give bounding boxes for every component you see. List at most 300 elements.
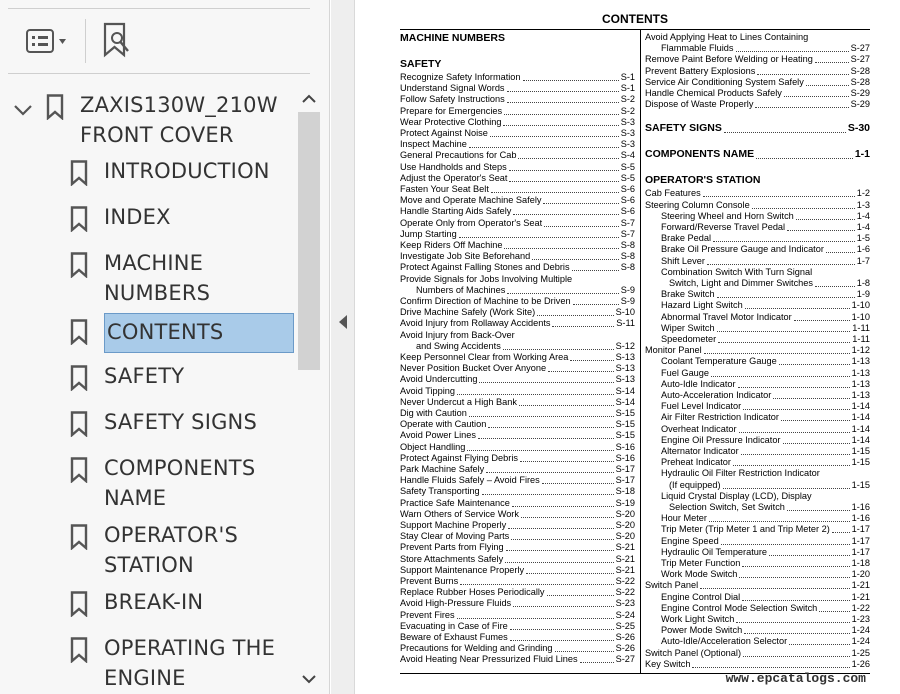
toc-entry[interactable]: [400, 442, 635, 453]
toc-entry[interactable]: [645, 480, 870, 491]
document-page: [356, 0, 900, 694]
toc-entry-title: Engine Control Dial: [661, 591, 741, 602]
toc-entry[interactable]: [400, 162, 635, 173]
toc-entry-title: Avoid Applying Heat to Lines Containing: [645, 32, 809, 42]
toc-page-number: S-24: [615, 609, 635, 620]
toc-entry-title: Combination Switch With Turn Signal: [661, 266, 813, 277]
toc-entry[interactable]: [400, 464, 635, 475]
toc-entry[interactable]: [645, 659, 870, 670]
toc-entry[interactable]: [645, 558, 870, 569]
toc-entry[interactable]: [400, 408, 635, 419]
toc-entry-title: Hour Meter: [661, 513, 707, 524]
bookmark-item[interactable]: [0, 248, 296, 312]
toc-entry-title: Flammable Fluids: [661, 43, 734, 54]
toc-entry[interactable]: [400, 453, 635, 464]
toc-leader-dots: [736, 622, 849, 623]
toc-entry[interactable]: [645, 278, 870, 289]
toc-leader-dots: [815, 286, 855, 287]
toc-entry[interactable]: [645, 345, 870, 356]
toc-leader-dots: [787, 510, 850, 511]
toc-entry-title: Avoid Heating Near Pressurized Fluid Lines: [400, 654, 578, 665]
toc-leader-dots: [523, 80, 619, 81]
bookmark-icon: [70, 591, 88, 617]
toc-page-number: S-4: [620, 150, 635, 161]
toc-entry-title: Replace Rubber Hoses Periodically: [400, 587, 545, 598]
toc-entry-title: Power Mode Switch: [661, 625, 743, 636]
toc-entry[interactable]: [645, 513, 870, 524]
toc-entry-title: Avoid High-Pressure Fluids: [400, 598, 512, 609]
toc-entry[interactable]: [645, 536, 870, 547]
toc-entry[interactable]: [645, 300, 870, 311]
toc-entry[interactable]: [645, 222, 870, 233]
toc-entry-title: Fasten Your Seat Belt: [400, 184, 489, 194]
toc-entry[interactable]: [645, 323, 870, 334]
toc-entry[interactable]: [400, 262, 635, 273]
toc-page-number: 1-11: [852, 322, 870, 333]
toc-entry[interactable]: [400, 285, 635, 296]
toc-entry[interactable]: [400, 274, 635, 285]
toc-leader-dots: [736, 51, 849, 52]
toc-leader-dots: [692, 667, 849, 668]
toc-leader-dots: [507, 102, 619, 103]
toc-leader-dots: [752, 208, 855, 209]
toc-entry[interactable]: [400, 397, 635, 408]
toc-page-number: S-27: [850, 43, 870, 54]
toc-page-number: S-26: [615, 632, 635, 642]
toc-entry-title: Safety Transporting: [400, 486, 480, 497]
toc-entry[interactable]: [400, 218, 635, 229]
bookmark-label: MACHINE NUMBERS: [104, 251, 211, 305]
toc-entry-title: Keep Riders Off Machine: [400, 240, 503, 250]
toc-entry[interactable]: [400, 363, 635, 374]
toc-leader-dots: [826, 252, 855, 253]
toc-entry[interactable]: [400, 139, 635, 150]
toc-page-number: S-27: [850, 54, 870, 65]
toc-page-number: S-3: [620, 116, 635, 127]
toc-page-number: 1-15: [851, 446, 870, 456]
bookmark-item[interactable]: [0, 156, 296, 190]
toc-entry-title: Brake Oil Pressure Gauge and Indicator: [661, 244, 824, 255]
toc-page-number: S-28: [850, 76, 870, 87]
toc-leader-dots: [506, 550, 614, 551]
toc-page-number: S-5: [620, 161, 635, 172]
toc-leader-dots: [739, 432, 850, 433]
toc-leader-dots: [503, 125, 618, 126]
toc-leader-dots: [510, 629, 614, 630]
bookmark-item[interactable]: [0, 90, 296, 154]
toc-entry-title: Avoid Injury from Rollaway Accidents: [400, 318, 551, 329]
toc-leader-dots: [724, 132, 846, 133]
toc-entry[interactable]: [645, 211, 870, 222]
toc-entry[interactable]: [645, 625, 870, 636]
toc-entry[interactable]: [400, 430, 635, 441]
toc-entry[interactable]: [400, 83, 635, 94]
bookmark-label: COMPONENTS NAME: [104, 456, 256, 510]
toc-leader-dots: [482, 494, 614, 495]
toc-leader-dots: [457, 394, 614, 395]
toc-entry[interactable]: [645, 502, 870, 513]
toc-section-heading[interactable]: [645, 122, 870, 135]
toc-entry[interactable]: [400, 206, 635, 217]
toc-entry-title: Coolant Temperature Gauge: [661, 356, 777, 367]
toc-leader-dots: [711, 376, 850, 377]
toc-page-number: S-14: [615, 385, 635, 396]
toc-entry[interactable]: [400, 520, 635, 531]
toc-leader-dots: [555, 651, 614, 652]
toc-entry[interactable]: [400, 587, 635, 598]
toc-entry-title: Remove Paint Before Welding or Heating: [645, 54, 813, 65]
toc-leader-dots: [509, 181, 618, 182]
toc-leader-dots: [717, 331, 851, 332]
bookmark-item[interactable]: [0, 361, 296, 395]
toc-leader-dots: [815, 62, 849, 63]
options-menu-button[interactable]: [18, 25, 74, 57]
toc-entry-title: Dig with Caution: [400, 408, 467, 418]
toc-entry[interactable]: [400, 352, 635, 363]
toc-leader-dots: [755, 107, 848, 108]
toc-leader-dots: [512, 506, 614, 507]
toc-entry[interactable]: [400, 229, 635, 240]
toc-entry[interactable]: [645, 244, 870, 255]
toc-entry-title: Provide Signals for Jobs Involving Multiple: [400, 273, 573, 284]
toc-entry[interactable]: [400, 374, 635, 385]
toc-entry-title: Store Attachments Safely: [400, 553, 504, 564]
toc-section-heading[interactable]: [645, 174, 870, 187]
toc-entry-title: Investigate Job Site Beforehand: [400, 251, 531, 262]
toc-page-number: 1-21: [851, 580, 870, 591]
toc-entry[interactable]: [645, 66, 870, 77]
toc-leader-dots: [713, 241, 855, 242]
toc-entry[interactable]: [645, 412, 870, 423]
toc-entry[interactable]: [400, 565, 635, 576]
toc-leader-dots: [572, 270, 619, 271]
toc-entry[interactable]: [400, 184, 635, 195]
toc-entry[interactable]: [400, 106, 635, 117]
toc-entry[interactable]: [645, 289, 870, 300]
toc-leader-dots: [784, 96, 849, 97]
toc-leader-dots: [721, 544, 850, 545]
toc-entry[interactable]: [645, 524, 870, 535]
toc-entry[interactable]: [400, 654, 635, 665]
toc-entry[interactable]: [645, 233, 870, 244]
toc-entry[interactable]: [400, 643, 635, 654]
toc-page-number: 1-8: [856, 278, 870, 288]
toc-entry[interactable]: [645, 379, 870, 390]
toc-entry[interactable]: [400, 117, 635, 128]
chevron-down-icon[interactable]: [12, 100, 34, 120]
toc-entry[interactable]: [645, 592, 870, 603]
toc-leader-dots: [738, 387, 850, 388]
bookmark-search-icon: [100, 21, 134, 61]
toc-entry-title: Trip Meter (Trip Meter 1 and Trip Meter 2): [661, 524, 830, 535]
toc-leader-dots: [703, 196, 855, 197]
toc-leader-dots: [700, 588, 849, 589]
toc-section-heading[interactable]: [400, 58, 635, 71]
toc-page-number: S-6: [620, 184, 635, 194]
toc-entry[interactable]: [400, 621, 635, 632]
toc-page-number: S-12: [615, 340, 635, 351]
toc-page-number: S-15: [615, 408, 635, 418]
toc-page-number: 1-22: [851, 602, 870, 613]
toc-page-number: 1-7: [856, 255, 870, 266]
toc-entry[interactable]: [645, 32, 870, 43]
toc-section-heading[interactable]: [400, 32, 635, 45]
toc-entry-title: Handle Chemical Products Safely: [645, 88, 782, 98]
toc-page-number: S-3: [620, 139, 635, 150]
toc-entry[interactable]: [645, 424, 870, 435]
toc-leader-dots: [479, 382, 613, 383]
bookmark-scrollbar[interactable]: [298, 86, 320, 694]
toc-entry[interactable]: [645, 356, 870, 367]
toc-entry[interactable]: [400, 94, 635, 105]
toc-leader-dots: [469, 416, 614, 417]
toc-entry-title: Hydraulic Oil Filter Restriction Indicator: [661, 468, 820, 479]
toc-page-number: 1-21: [851, 591, 870, 602]
toc-page-number: 1-9: [856, 289, 870, 300]
toc-page-number: S-8: [620, 251, 635, 262]
toc-entry[interactable]: [400, 307, 635, 318]
toc-page-number: 1-14: [851, 423, 870, 434]
toc-leader-dots: [707, 264, 855, 265]
toc-entry[interactable]: [400, 498, 635, 509]
toc-entry[interactable]: [645, 457, 870, 468]
toc-leader-dots: [794, 320, 850, 321]
toc-entry[interactable]: [400, 486, 635, 497]
toc-entry[interactable]: [400, 386, 635, 397]
toc-entry-title: Shift Lever: [661, 255, 705, 266]
toc-entry[interactable]: [400, 576, 635, 587]
toc-entry[interactable]: [400, 610, 635, 621]
toc-entry[interactable]: [645, 390, 870, 401]
column-divider: [640, 30, 641, 673]
toc-page-number: S-7: [620, 217, 635, 228]
toc-leader-dots: [570, 360, 613, 361]
toc-entry-title: Never Undercut a High Bank: [400, 396, 517, 407]
toc-page-number: S-18: [615, 486, 635, 497]
bookmark-icon: [70, 319, 88, 345]
toc-entry-title: Operate Only from Operator's Seat: [400, 217, 543, 228]
toc-page-number: S-22: [615, 587, 635, 598]
toc-entry-title: Wiper Switch: [661, 322, 715, 333]
toc-entry-title: Stay Clear of Moving Parts: [400, 531, 510, 542]
toc-entry-title: Fuel Level Indicator: [661, 401, 742, 412]
toc-entry[interactable]: [645, 547, 870, 558]
toc-entry-title: Park Machine Safely: [400, 464, 485, 474]
toc-entry[interactable]: [400, 341, 635, 352]
toc-entry[interactable]: [645, 603, 870, 614]
toc-leader-dots: [532, 259, 618, 260]
toc-page-number: 1-14: [851, 434, 870, 445]
toc-section-heading[interactable]: [645, 148, 870, 161]
toc-leader-dots: [783, 443, 850, 444]
toc-entry[interactable]: [645, 401, 870, 412]
toc-entry[interactable]: [645, 368, 870, 379]
bookmark-icon: [70, 206, 88, 232]
toc-entry[interactable]: [645, 580, 870, 591]
hide-panel-button[interactable]: [331, 0, 355, 694]
toc-entry[interactable]: [645, 636, 870, 647]
toc-entry[interactable]: [645, 312, 870, 323]
toc-entry[interactable]: [645, 569, 870, 580]
toc-leader-dots: [787, 230, 855, 231]
toc-entry[interactable]: [645, 334, 870, 345]
bookmark-icon: [70, 160, 88, 186]
toc-page-number: S-9: [620, 296, 635, 306]
toc-leader-dots: [510, 640, 614, 641]
toc-entry[interactable]: [400, 195, 635, 206]
toc-entry[interactable]: [645, 54, 870, 65]
bookmark-label: SAFETY: [104, 364, 185, 388]
toc-entry[interactable]: [645, 446, 870, 457]
bookmark-label: ZAXIS130W_210W FRONT COVER: [80, 93, 278, 147]
toc-entry[interactable]: [400, 251, 635, 262]
toc-entry[interactable]: [400, 330, 635, 341]
toc-entry-title: Key Switch: [645, 658, 691, 669]
toc-page-number: 1-13: [851, 356, 870, 367]
bookmark-label: INDEX: [104, 205, 171, 229]
toc-page-number: 1-4: [856, 222, 870, 232]
toc-leader-dots: [511, 539, 613, 540]
toc-entry-title: Avoid Undercutting: [400, 374, 478, 385]
toc-page-number: S-21: [615, 553, 635, 564]
toc-entry[interactable]: [645, 267, 870, 278]
bookmark-item[interactable]: [0, 633, 296, 694]
toc-entry-title: (If equipped): [669, 479, 721, 490]
bookmark-item[interactable]: [0, 407, 296, 441]
scroll-thumb[interactable]: [298, 112, 320, 370]
toc-entry-title: Handle Fluids Safely – Avoid Fires: [400, 475, 540, 486]
toc-leader-dots: [505, 562, 613, 563]
toc-page-number: S-23: [615, 598, 635, 609]
toc-entry[interactable]: [400, 632, 635, 643]
toc-leader-dots: [548, 371, 614, 372]
bookmark-tree: [0, 86, 298, 694]
bookmark-icon: [46, 94, 64, 120]
toc-leader-dots: [733, 465, 850, 466]
toc-leader-dots: [491, 192, 619, 193]
toc-entry[interactable]: [645, 256, 870, 267]
toc-page-number: 1-12: [851, 345, 870, 356]
toc-leader-dots: [459, 237, 619, 238]
toc-entry[interactable]: [400, 475, 635, 486]
toc-entry[interactable]: [645, 468, 870, 479]
bookmark-item[interactable]: [0, 202, 296, 236]
toc-entry-title: Fuel Gauge: [661, 367, 710, 378]
toc-entry-title: Evacuating in Case of Fire: [400, 620, 508, 631]
scroll-up-button[interactable]: [300, 88, 318, 110]
toc-page-number: S-15: [615, 430, 635, 441]
toc-leader-dots: [744, 633, 849, 634]
toc-leader-dots: [503, 349, 614, 350]
toc-entry-title: Understand Signal Words: [400, 83, 505, 94]
toc-page-number: 1-20: [851, 569, 870, 580]
toc-entry-title: Switch, Light and Dimmer Switches: [669, 278, 813, 288]
toc-entry-title: Engine Speed: [661, 535, 719, 546]
toc-page-number: 1-17: [851, 535, 870, 546]
toc-entry-title: Prevent Parts from Flying: [400, 542, 504, 553]
dropdown-arrow-icon: [59, 39, 66, 44]
toc-entry[interactable]: [645, 99, 870, 110]
toc-entry-title: Avoid Power Lines: [400, 430, 476, 441]
toc-entry[interactable]: [645, 200, 870, 211]
list-options-icon: [24, 27, 68, 55]
toc-leader-dots: [779, 364, 850, 365]
bookmark-item[interactable]: [0, 453, 296, 517]
toc-page-number: 1-13: [851, 390, 870, 400]
toc-page-number: S-16: [615, 441, 635, 452]
toc-leader-dots: [580, 662, 614, 663]
toc-entry-title: Beware of Exhaust Fumes: [400, 632, 508, 642]
toc-entry[interactable]: [400, 240, 635, 251]
toc-entry[interactable]: [645, 614, 870, 625]
toc-page-number: S-10: [615, 307, 635, 318]
toc-entry[interactable]: [645, 188, 870, 199]
toc-page-number: S-13: [615, 363, 635, 374]
toc-entry-title: Practice Safe Maintenance: [400, 497, 510, 508]
toc-leader-dots: [769, 555, 850, 556]
scroll-down-button[interactable]: [300, 668, 318, 690]
toc-entry[interactable]: [400, 296, 635, 307]
toc-entry-title: Recognize Safety Information: [400, 72, 521, 82]
toc-entry[interactable]: [645, 88, 870, 99]
toc-entry[interactable]: [400, 554, 635, 565]
toc-entry[interactable]: [645, 648, 870, 659]
toc-entry-title: Drive Machine Safely (Work Site): [400, 307, 536, 318]
toc-entry-title: Liquid Crystal Display (LCD), Display: [661, 490, 812, 501]
toc-entry[interactable]: [400, 150, 635, 161]
toc-entry-title: Numbers of Machines: [416, 284, 506, 295]
toc-entry-title: Handle Starting Aids Safely: [400, 206, 512, 217]
toc-entry[interactable]: [645, 43, 870, 54]
toc-entry-title: Trip Meter Function: [661, 558, 741, 568]
toc-entry[interactable]: [400, 173, 635, 184]
toc-entry[interactable]: [645, 491, 870, 502]
toc-entry[interactable]: [400, 419, 635, 430]
toc-page-number: S-26: [615, 643, 635, 654]
toc-page-number: S-27: [615, 654, 635, 665]
toc-entry[interactable]: [400, 509, 635, 520]
toc-entry[interactable]: [400, 598, 635, 609]
toc-leader-dots: [757, 74, 848, 75]
bookmark-item[interactable]: [0, 587, 296, 621]
toc-page-number: 1-13: [851, 367, 870, 378]
toc-entry[interactable]: [645, 77, 870, 88]
bookmark-item[interactable]: [0, 520, 296, 584]
toc-entry-title: Use Handholds and Steps: [400, 161, 507, 172]
toc-page-number: 1-17: [851, 546, 870, 557]
toc-leader-dots: [478, 438, 614, 439]
toc-entry[interactable]: [400, 72, 635, 83]
toc-page-number: S-6: [620, 206, 635, 217]
toc-entry[interactable]: [400, 542, 635, 553]
toc-page-number: S-1: [620, 83, 635, 94]
find-bookmark-button[interactable]: [96, 19, 138, 63]
toc-entry[interactable]: [645, 435, 870, 446]
toc-entry[interactable]: [400, 531, 635, 542]
toc-entry[interactable]: [400, 128, 635, 139]
bookmark-item[interactable]: [0, 315, 296, 349]
toc-entry[interactable]: [400, 318, 635, 329]
toc-entry-title: SAFETY SIGNS: [645, 122, 722, 135]
toc-entry-title: SAFETY: [400, 58, 442, 70]
bookmark-label: CONTENTS: [104, 313, 294, 353]
toc-leader-dots: [773, 398, 849, 399]
toc-entry-title: and Swing Accidents: [416, 340, 501, 351]
toc-entry-title: Prevent Battery Explosions: [645, 65, 756, 76]
toc-page-number: S-2: [620, 94, 635, 105]
toc-leader-dots: [723, 488, 850, 489]
toc-entry-title: OPERATOR'S STATION: [645, 174, 761, 187]
